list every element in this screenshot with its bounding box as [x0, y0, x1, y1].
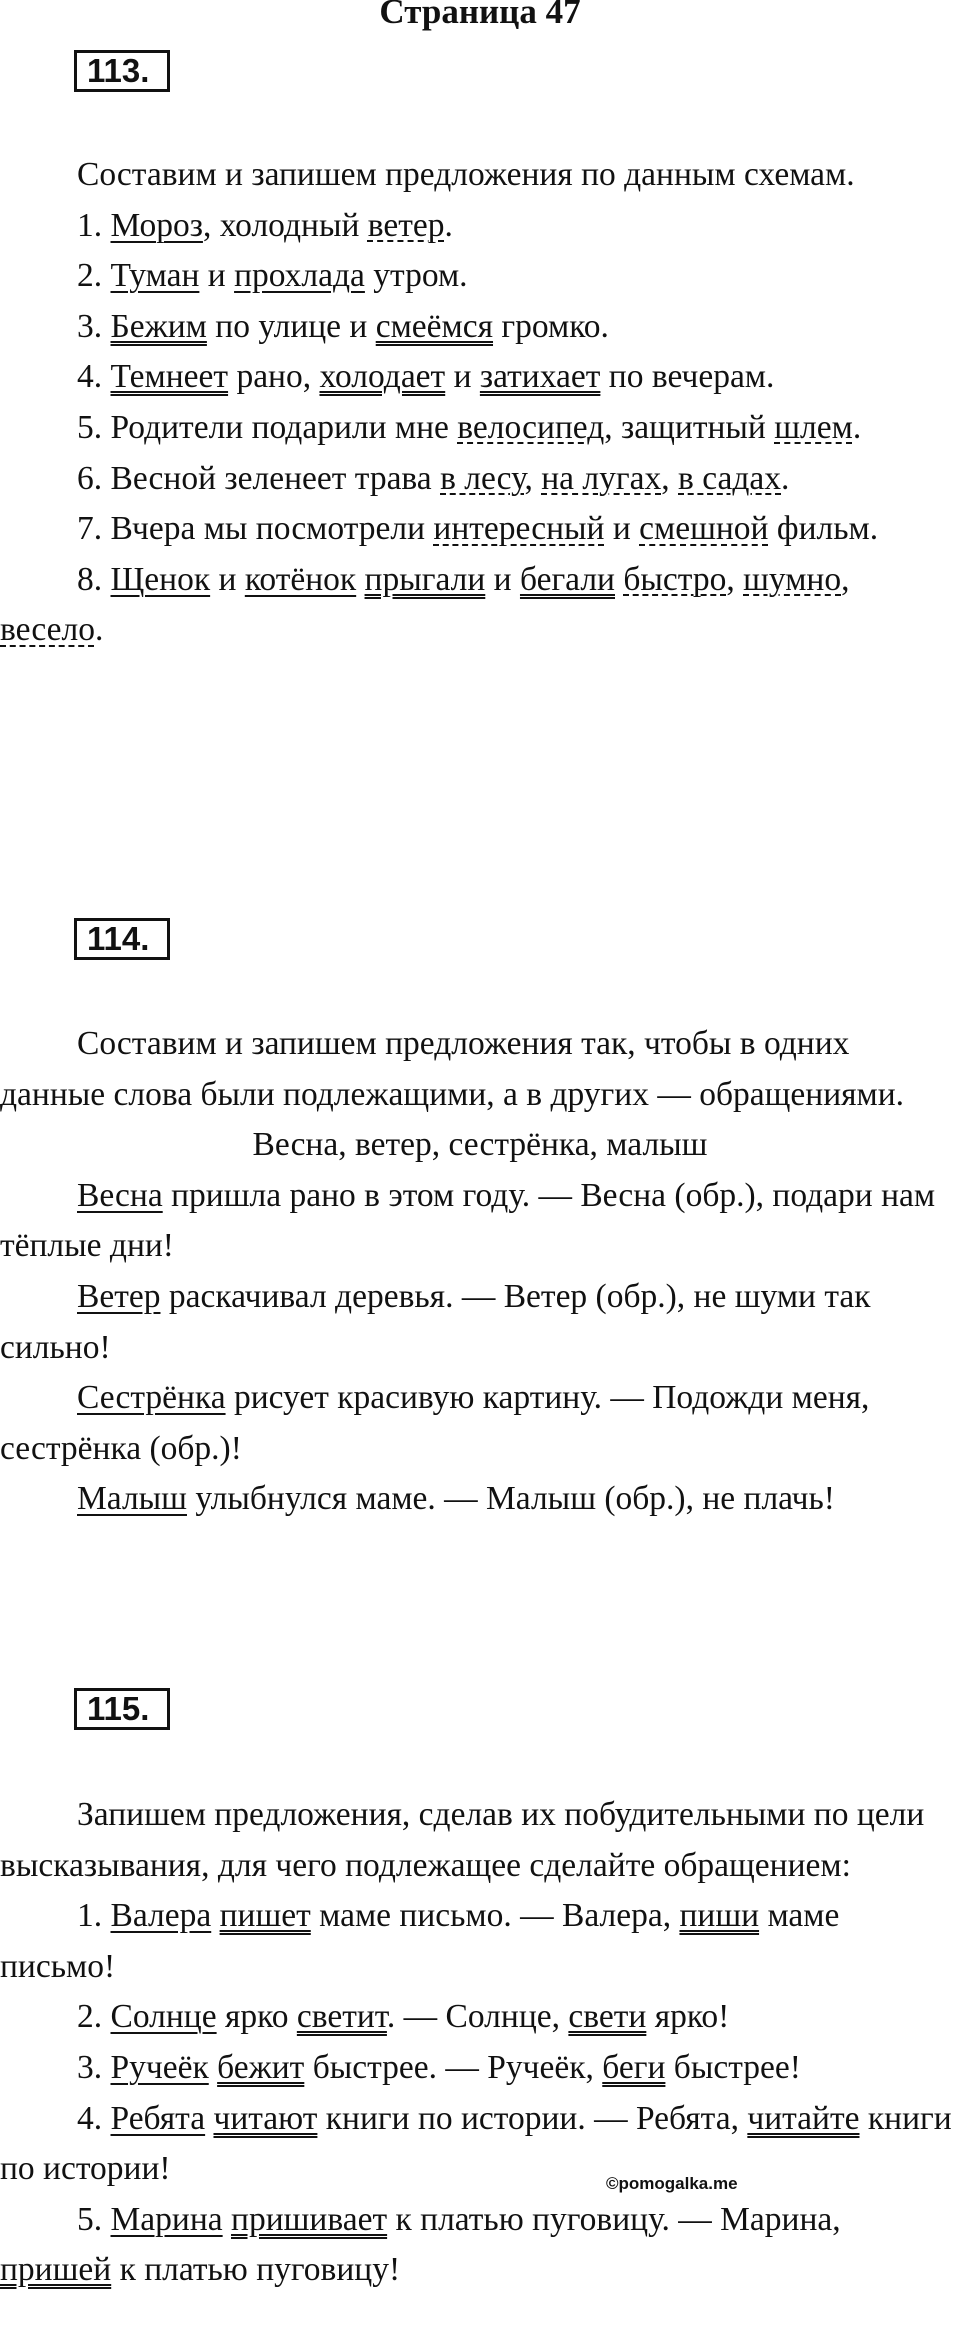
- task-114-number: 114: [87, 920, 141, 957]
- watermark: ©pomogalka.me: [606, 2174, 738, 2193]
- task-113-number-box: 113.: [74, 50, 170, 92]
- task-113-sentence-5: 5. Родители подарили мне велосипед, защитный шлем.: [77, 408, 862, 446]
- task-113-intro: Составим и запишем предложения по данным схемам.: [77, 156, 855, 193]
- task-114-sentence-2: Ветер раскачивал деревья. — Ветер (обр.), не шуми так сильно!: [0, 1277, 871, 1366]
- task-114-number-box: 114.: [74, 918, 170, 960]
- page-title: Страница 47: [379, 0, 581, 31]
- task-115-sentence-1: 1. Валера пишет маме письмо. — Валера, пиши маме письмо!: [0, 1897, 840, 1985]
- task-114-sentence-3: Сестрёнка рисует красивую картину. — Подожди меня, сестрёнка (обр.)!: [0, 1379, 870, 1467]
- task-115-intro: Запишем предложения, сделав их побудительными по цели высказывания, для чего подлежащее сделайте обращением:: [0, 1796, 925, 1884]
- task-113-sentence-2: 2. Туман и прохлада утром.: [77, 257, 468, 295]
- task-113-sentence-3: 3. Бежим по улице и смеёмся громко.: [77, 307, 609, 345]
- task-115-sentence-2: 2. Солнце ярко светит. — Солнце, свети ярко!: [77, 1998, 730, 2036]
- task-115-sentence-3: 3. Ручеёк бежит быстрее. — Ручеёк, беги быстрее!: [77, 2048, 801, 2086]
- task-115-sentence-4: 4. Ребята читают книги по истории. — Ребята, читайте книги по истории!: [0, 2099, 952, 2188]
- task-113-number: 113: [87, 52, 141, 89]
- task-114-sentence-4: Малыш улыбнулся маме. — Малыш (обр.), не плачь!: [77, 1480, 835, 1518]
- task-113-sentence-8: 8. Щенок и котёнок прыгали и бегали быстро, шумно, весело.: [0, 560, 850, 649]
- task-113-sentence-7: 7. Вчера мы посмотрели интересный и смешной фильм.: [77, 510, 879, 548]
- task-114-body: [0, 1019, 960, 1525]
- task-115-number-box: 115.: [74, 1688, 170, 1730]
- task-114-word-list: Весна, ветер, сестрёнка, малыш: [252, 1126, 708, 1164]
- task-114-intro: Составим и запишем предложения так, чтобы в одних данные слова были подлежащими, а в других — обращениями.: [0, 1025, 905, 1113]
- task-115-body: [0, 1790, 960, 2296]
- task-113-sentence-6: 6. Весной зеленеет трава в лесу, на лугах, в садах.: [77, 459, 790, 497]
- task-115-number: 115: [87, 1690, 141, 1727]
- task-113-sentence-4: 4. Темнеет рано, холодает и затихает по вечерам.: [77, 358, 775, 396]
- task-114-sentence-1: Весна пришла рано в этом году. — Весна (обр.), подари нам тёплые дни!: [0, 1176, 936, 1265]
- task-113-sentence-1: 1. Мороз, холодный ветер.: [77, 206, 453, 244]
- task-115-sentence-5: 5. Марина пришивает к платью пуговицу. — Марина, пришей к платью пуговицу!: [0, 2200, 841, 2289]
- task-113-body: [0, 150, 960, 656]
